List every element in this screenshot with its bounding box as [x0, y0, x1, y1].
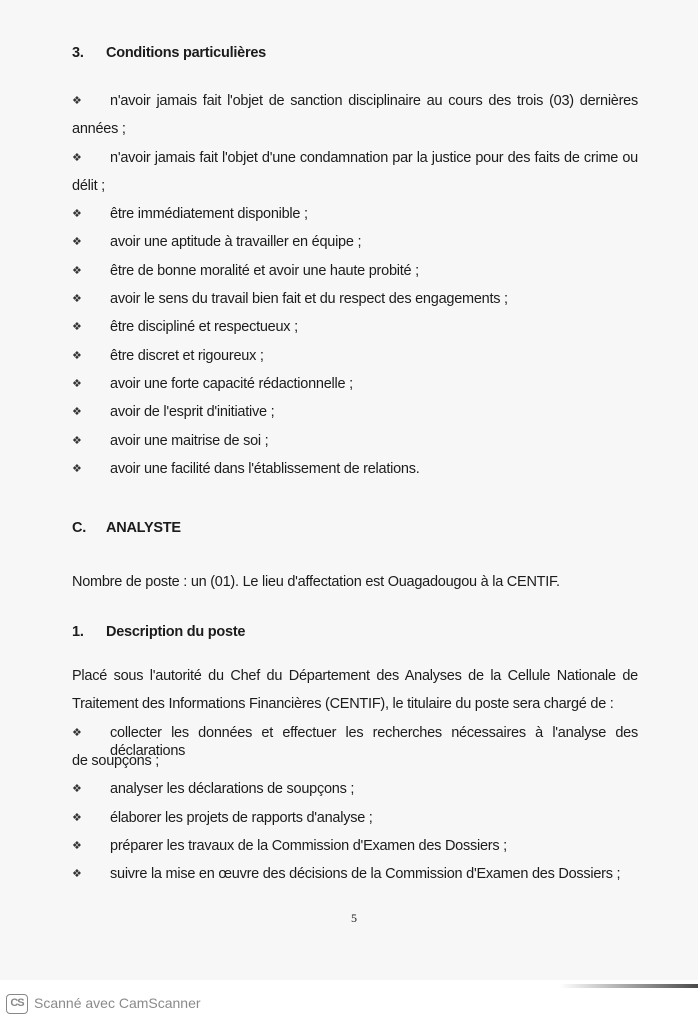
camscanner-watermark: Scanné avec CamScanner — [34, 995, 201, 1011]
section-c-title: ANALYSTE — [106, 520, 181, 536]
bullet-icon: ❖ — [72, 783, 82, 795]
bullet-icon: ❖ — [72, 435, 82, 447]
list-item: n'avoir jamais fait l'objet d'une condamnation par la justice pour des faits de crime ou — [110, 150, 638, 166]
bullet-icon: ❖ — [72, 321, 82, 333]
bullet-icon: ❖ — [72, 868, 82, 880]
list-item: collecter les données et effectuer les recherches nécessaires à l'analyse des déclarations — [110, 725, 638, 759]
intro-paragraph-line: Traitement des Informations Financières (CENTIF), le titulaire du poste sera chargé de : — [72, 696, 614, 712]
list-item: être discipliné et respectueux ; — [110, 319, 298, 335]
section-3-number: 3. — [72, 45, 84, 61]
page-number: 5 — [351, 911, 357, 925]
bullet-icon: ❖ — [72, 208, 82, 220]
footer-divider — [560, 984, 698, 988]
list-item: être de bonne moralité et avoir une haute probité ; — [110, 263, 419, 279]
section-3-heading — [72, 45, 266, 61]
list-item: préparer les travaux de la Commission d'Examen des Dossiers ; — [110, 838, 507, 854]
list-item: avoir une aptitude à travailler en équipe ; — [110, 234, 362, 250]
post-count-paragraph: Nombre de poste : un (01). Le lieu d'affectation est Ouagadougou à la CENTIF. — [72, 574, 560, 590]
section-3-title: Conditions particulières — [106, 45, 266, 61]
bullet-icon: ❖ — [72, 463, 82, 475]
list-item: n'avoir jamais fait l'objet de sanction disciplinaire au cours des trois (03) dernières — [110, 93, 638, 109]
list-item: avoir de l'esprit d'initiative ; — [110, 404, 275, 420]
camscanner-logo-icon: CS — [6, 994, 28, 1014]
list-item: élaborer les projets de rapports d'analyse ; — [110, 810, 373, 826]
bullet-icon: ❖ — [72, 727, 82, 739]
bullet-icon: ❖ — [72, 812, 82, 824]
bullet-icon: ❖ — [72, 152, 82, 164]
list-item: avoir une maitrise de soi ; — [110, 433, 269, 449]
bullet-icon: ❖ — [72, 840, 82, 852]
list-item: analyser les déclarations de soupçons ; — [110, 781, 355, 797]
section-c-letter: C. — [72, 520, 86, 536]
list-item: avoir le sens du travail bien fait et du respect des engagements ; — [110, 291, 508, 307]
section-c-heading — [72, 520, 181, 536]
list-item-continuation: délit ; — [72, 178, 105, 194]
list-item: être immédiatement disponible ; — [110, 206, 308, 222]
section-1-number: 1. — [72, 624, 84, 640]
list-item: suivre la mise en œuvre des décisions de la Commission d'Examen des Dossiers ; — [110, 866, 621, 882]
bullet-icon: ❖ — [72, 236, 82, 248]
list-item-continuation: de soupçons ; — [72, 753, 160, 769]
bullet-icon: ❖ — [72, 293, 82, 305]
bullet-icon: ❖ — [72, 95, 82, 107]
list-item: être discret et rigoureux ; — [110, 348, 264, 364]
bullet-icon: ❖ — [72, 265, 82, 277]
list-item-continuation: années ; — [72, 121, 126, 137]
section-1-heading — [72, 624, 245, 640]
list-item: avoir une facilité dans l'établissement de relations. — [110, 461, 420, 477]
bullet-icon: ❖ — [72, 378, 82, 390]
bullet-icon: ❖ — [72, 406, 82, 418]
bullet-icon: ❖ — [72, 350, 82, 362]
intro-paragraph-line: Placé sous l'autorité du Chef du Département des Analyses de la Cellule Nationale de — [72, 668, 638, 684]
section-1-title: Description du poste — [106, 624, 246, 640]
list-item: avoir une forte capacité rédactionnelle ; — [110, 376, 353, 392]
